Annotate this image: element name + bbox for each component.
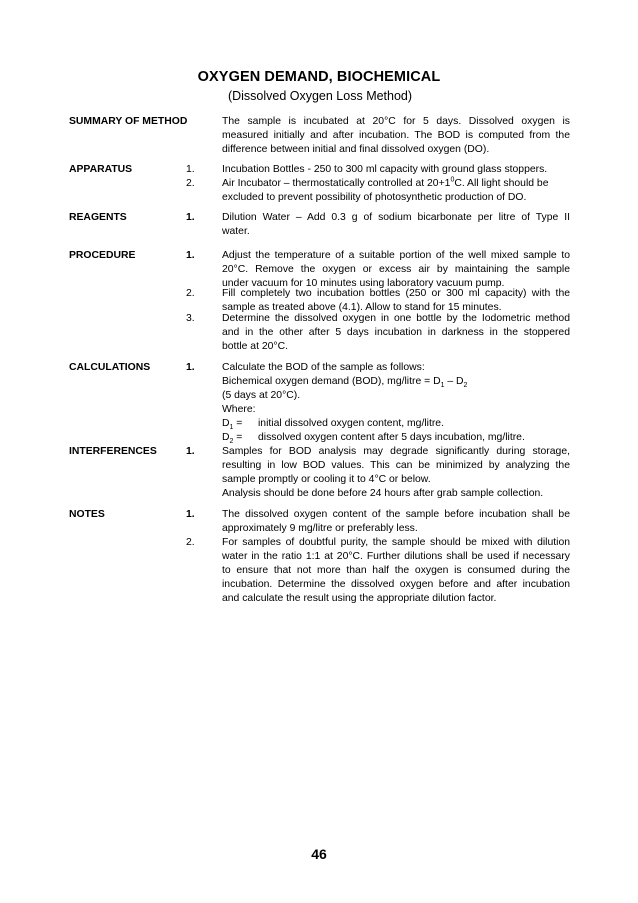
item-text (222, 445, 570, 501)
page-subtitle: (Dissolved Oxygen Loss Method) (227, 89, 413, 103)
section-label: SUMMARY OF METHOD (69, 116, 188, 127)
item-number: 2. (186, 537, 195, 548)
text-line: measured initially and after incubation. The BOD is computed from the (222, 130, 570, 141)
item-text (222, 177, 570, 205)
item-number: 2. (186, 178, 195, 189)
section-label: NOTES (69, 509, 105, 520)
text-line: bottle at 20°C. (222, 341, 288, 352)
text-line: to ensure that not more than half the oxygen is consumed during the (222, 565, 570, 576)
section-label: REAGENTS (69, 212, 127, 223)
item-text (222, 211, 570, 239)
text-line: and calculate the result using the appropriate dilution factor. (222, 593, 497, 604)
text-line: excluded to prevent possibility of photosynthetic production of DO. (222, 192, 527, 203)
definition-symbol: $D_1$ = (222, 418, 243, 432)
text-line: under vacuum for 10 minutes using laboratory vacuum pump. (222, 278, 505, 289)
item-text (222, 249, 570, 291)
text-line: Incubation Bottles - 250 to 300 ml capacity with ground glass stoppers. (222, 164, 548, 175)
item-text (222, 287, 570, 315)
definition-symbol: $D_2$ = (222, 432, 243, 446)
definition-text: initial dissolved oxygen content, mg/litre. (258, 418, 444, 429)
text-line: sample promptly or cooling it to 4°C or below. (222, 474, 431, 485)
text-line: resulting in low BOD values. This can be minimized by analyzing the (222, 460, 570, 471)
text-line: incubation. Determine the dissolved oxygen before and after incubation (222, 579, 570, 590)
item-number: 1. (186, 362, 195, 373)
page-number: 46 (311, 846, 327, 862)
text-line: 20°C. Remove the oxygen or excess air by maintaining the sample (222, 264, 570, 275)
text-line: Fill completely two incubation bottles (250 or 300 ml capacity) with the (222, 288, 570, 299)
text-line: The dissolved oxygen content of the sample before incubation shall be (222, 509, 570, 520)
item-text (222, 163, 570, 177)
text-line: Analysis should be done before 24 hours after grab sample collection. (222, 488, 544, 499)
text-line: (5 days at 20°C). (222, 390, 301, 401)
definition-line (222, 417, 570, 431)
text-line (222, 177, 570, 191)
text-line: Adjust the temperature of a suitable portion of the well mixed sample to (222, 250, 570, 261)
item-number: 2. (186, 288, 195, 299)
definition-line (222, 431, 570, 445)
item-text (222, 361, 570, 445)
text-line: and in the other after 5 days incubation in darkness in the stoppered (222, 327, 570, 338)
item-text (222, 312, 570, 354)
text-line: water. (222, 226, 250, 237)
item-number: 1. (186, 212, 195, 223)
item-text (222, 508, 570, 536)
definition-text: dissolved oxygen content after 5 days incubation, mg/litre. (258, 432, 525, 443)
text-line: For samples of doubtful purity, the sample should be mixed with dilution (222, 537, 570, 548)
section-text (222, 115, 570, 157)
text-line: approximately 9 mg/litre or preferably less. (222, 523, 418, 534)
section-label: APPARATUS (69, 164, 133, 175)
section-label: PROCEDURE (69, 250, 136, 261)
text-line: Dilution Water – Add 0.3 g of sodium bicarbonate per litre of Type II (222, 212, 570, 223)
item-number: 1. (186, 446, 195, 457)
item-text (222, 536, 570, 606)
text-fragment: Air Incubator – thermostatically controlled at $20+1^0C$. All light should be (222, 176, 549, 189)
item-number: 1. (186, 250, 195, 261)
text-line: Determine the dissolved oxygen in one bottle by the Iodometric method (222, 313, 570, 324)
text-line: The sample is incubated at 20°C for 5 days. Dissolved oxygen is (222, 116, 570, 127)
text-line: water in the ratio 1:1 at 20°C. Further dilutions shall be used if necessary (222, 551, 570, 562)
section-label: CALCULATIONS (69, 362, 151, 373)
page-title: OXYGEN DEMAND, BIOCHEMICAL (197, 69, 441, 85)
degree-sup: 0 (450, 176, 455, 184)
text-line: Calculate the BOD of the sample as follows: (222, 362, 425, 373)
text-line: sample as treated above (4.1). Allow to stand for 15 minutes. (222, 302, 502, 313)
formula-line: Bichemical oxygen demand (BOD), mg/litre = $D_1 - D_2$ (222, 376, 468, 390)
item-number: 1. (186, 164, 195, 175)
text-line: difference between initial and final dissolved oxygen (DO). (222, 144, 490, 155)
section-label: INTERFERENCES (69, 446, 157, 457)
text-line: Samples for BOD analysis may degrade significantly during storage, (222, 446, 570, 457)
item-number: 1. (186, 509, 195, 520)
item-number: 3. (186, 313, 195, 324)
text-line: Where: (222, 404, 256, 415)
